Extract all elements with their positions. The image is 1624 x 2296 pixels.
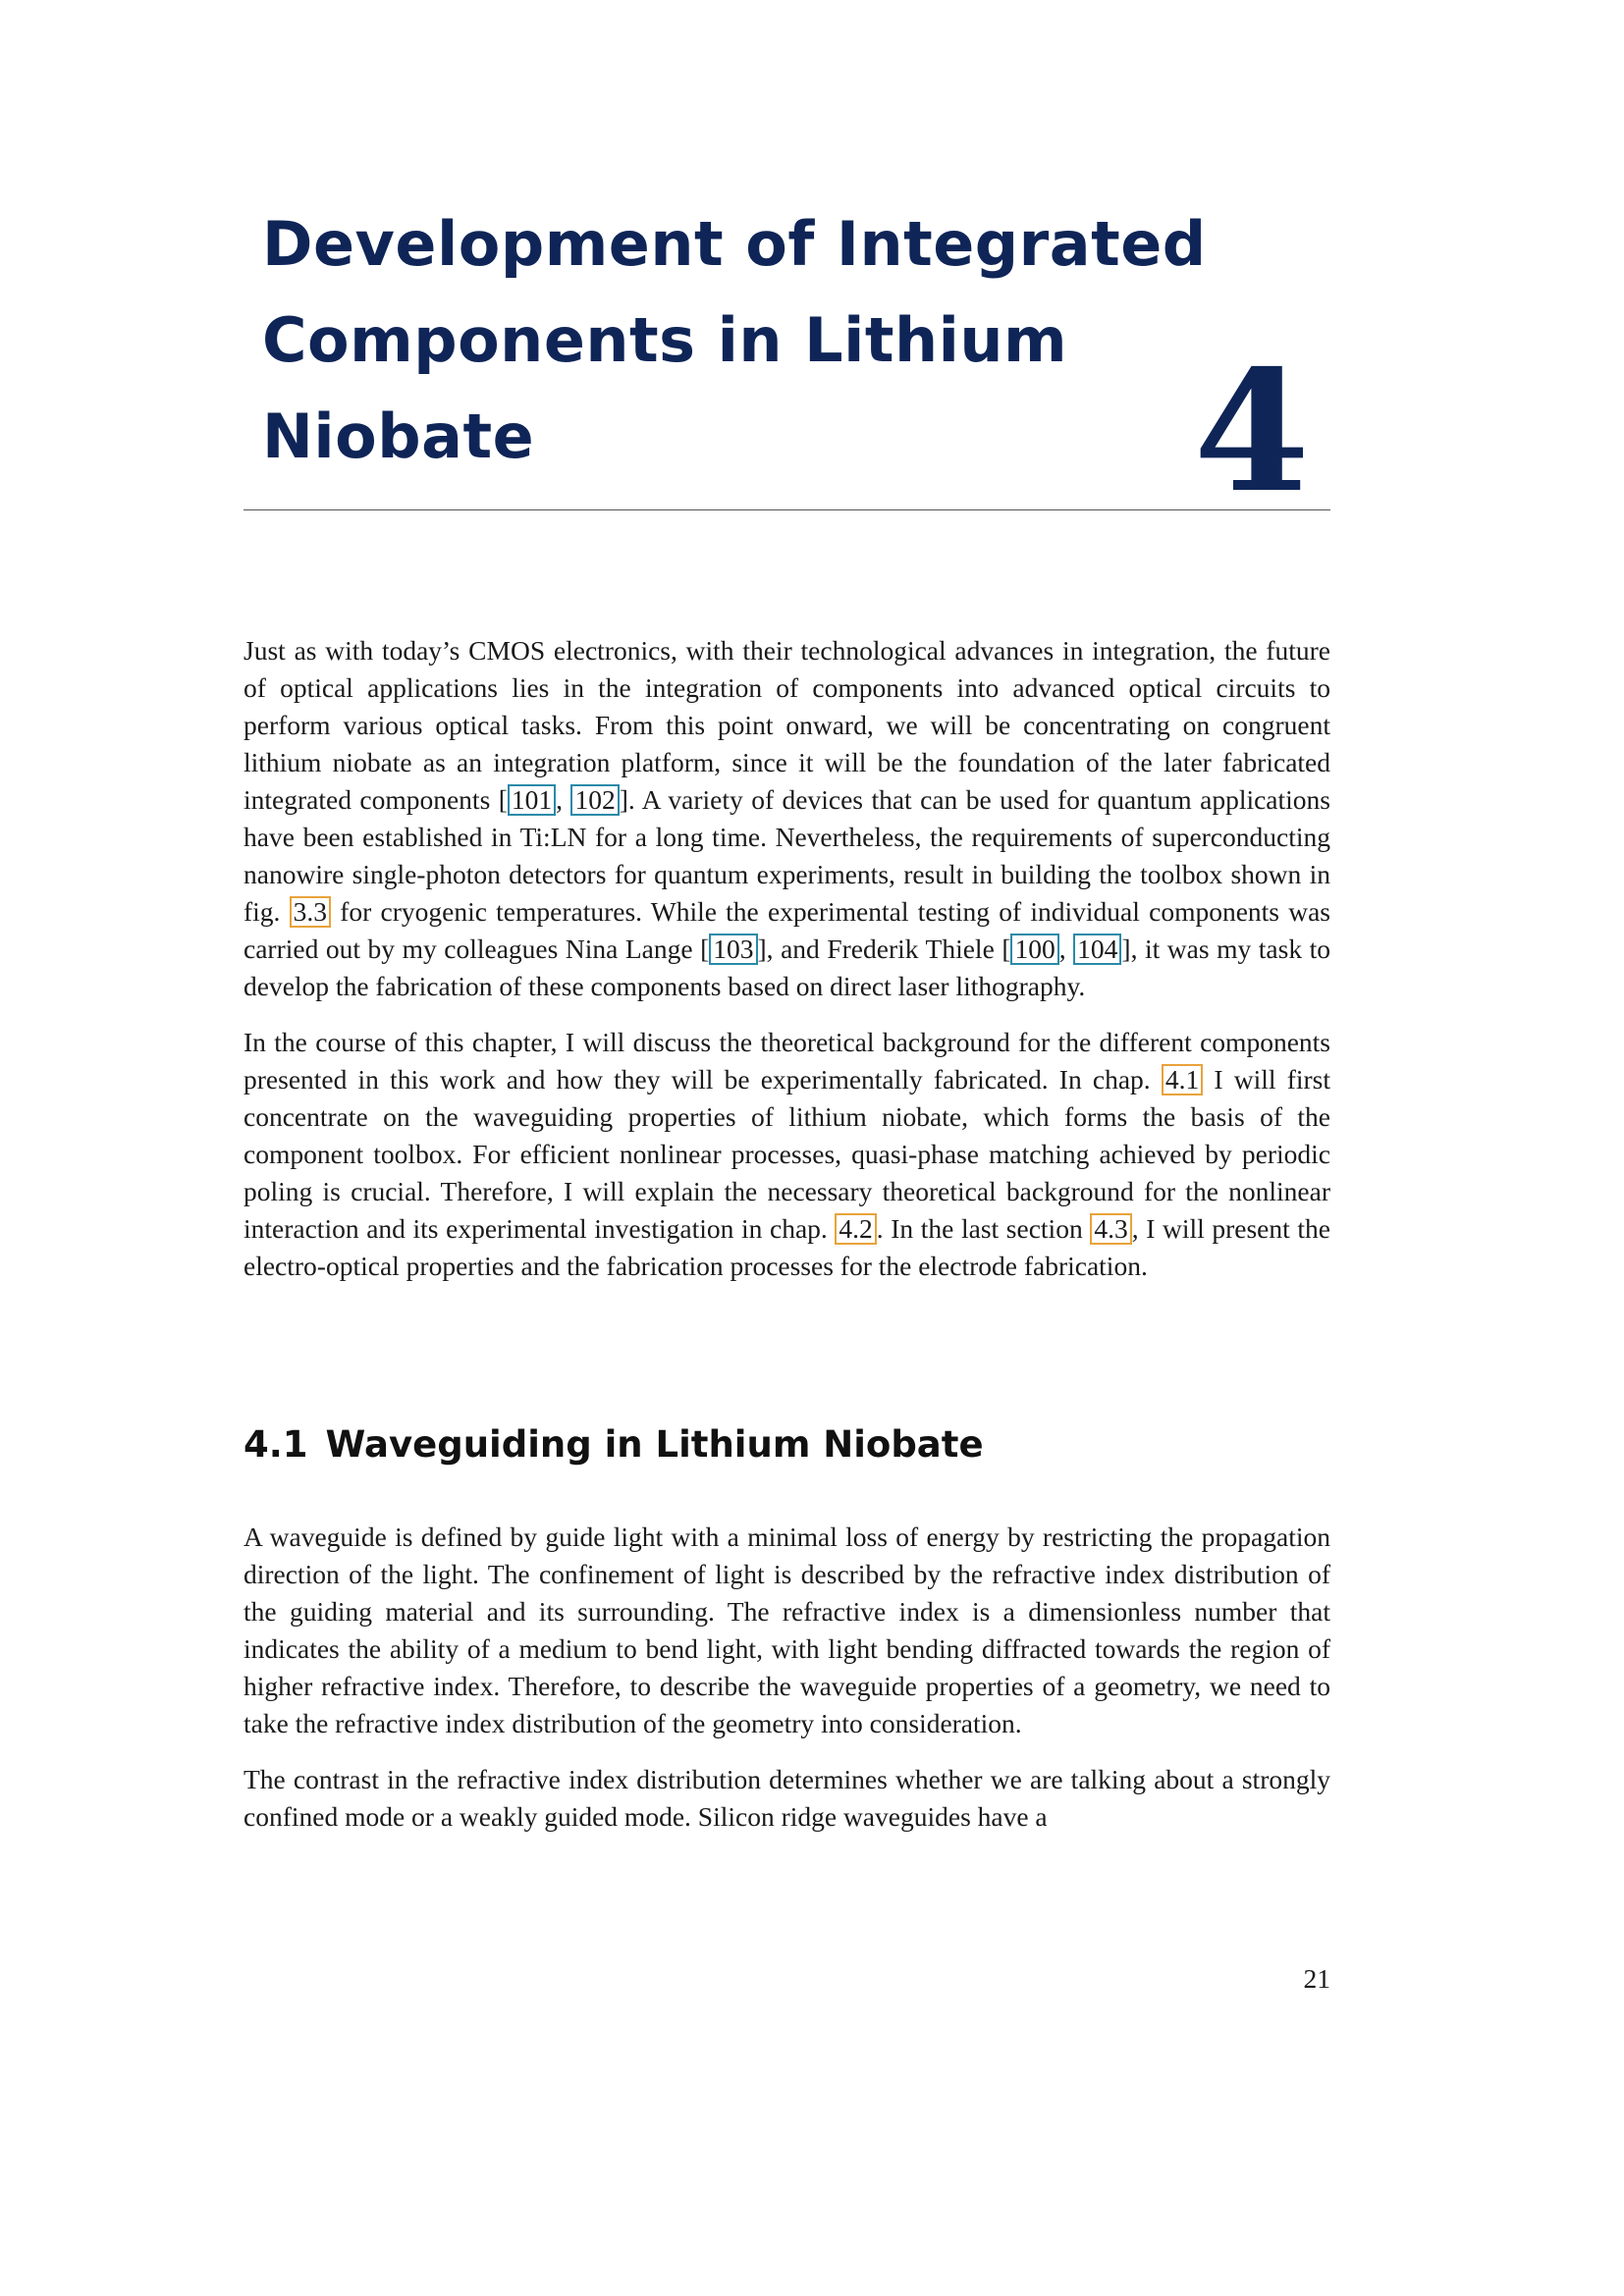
intro-text [244,632,1330,1304]
citation-link[interactable]: 101 [508,784,556,816]
citation-link[interactable]: 103 [709,934,757,965]
paragraph [244,632,1330,1005]
citation-link[interactable]: 102 [570,784,619,816]
paragraph: A waveguide is defined by guide light with a minimal loss of energy by restricting the propagation direction of the light. The confinement of light is described by the refractive index distribution of the guiding material and its surrounding. The refractive index is a dimensionless number that indicates the ability of a medium to bend light, with light bending diffracted towards the region of higher refractive index. Therefore, to describe the waveguide properties of a geometry, we need to take the refractive index distribution of the geometry into consideration. [244,1522,1330,1738]
chapter-divider [244,509,1330,510]
text-run: , I will present the electro-optical properties and the fabrication processes for the electrode fabrication. [244,1213,1330,1281]
figure-link[interactable]: 3.3 [290,896,331,928]
text-run: ]. A variety of devices that can be used for quantum applications have been established in Ti:LN for a long time. Nevertheless, the requirements of superconducting nanowire single-photon detectors for quantum experiments, result in building the toolbox shown in fig. [244,784,1330,927]
chapter-title-line: Niobate [262,400,535,472]
text-run: ], it was my task to develop the fabrication of these components based on direct laser lithography. [244,934,1331,1001]
chapter-title-line: Development of Integrated [262,208,1207,280]
text-run: In the course of this chapter, I will discuss the theoretical background for the different components presented in this work and how they will be experimentally fabricated. In chap. [244,1027,1330,1095]
citation-link[interactable]: 100 [1010,934,1058,965]
paragraph [244,1024,1330,1285]
chapter-title [262,196,1224,485]
section-link[interactable]: 4.3 [1090,1213,1131,1245]
paragraph: The contrast in the refractive index distribution determines whether we are talking about a strongly confined mode or a weakly guided mode. Silicon ridge waveguides have a [244,1764,1330,1832]
text-run: . In the last section [876,1213,1091,1244]
text-run: I will first concentrate on the waveguiding properties of lithium niobate, which forms the basis of the component toolbox. For efficient nonlinear processes, quasi-phase matching achieved by periodic poling is crucial. Therefore, I will explain the necessary theoretical background for the nonlinear interaction and its experimental investigation in chap. [244,1064,1330,1244]
text-run: Just as with today’s CMOS electronics, with their technological advances in integration, the future of optical applications lies in the integration of components into advanced optical circuits to perform various optical tasks. From this point onward, we will be concentrating on congruent lithium niobate as an integration platform, since it will be the foundation of the later fabricated integrated components [ [244,635,1330,815]
chapter-title-line: Components in Lithium [262,304,1068,376]
citation-link[interactable]: 104 [1073,934,1121,965]
page-number: 21 [1303,1963,1330,1994]
section-number: 4.1 [244,1423,308,1466]
chapter-link[interactable]: 4.1 [1162,1064,1203,1095]
text-run: , [556,784,571,815]
text-run: , [1058,934,1074,964]
text-run: ], and Frederik Thiele [ [757,934,1011,964]
chapter-number: 4 [1193,334,1310,530]
section-heading [244,1420,984,1469]
section-text [244,1519,1330,1854]
text-run: for cryogenic temperatures. While the experimental testing of individual components was carried out by my colleagues Nina Lange [ [244,896,1330,964]
section-title: Waveguiding in Lithium Niobate [325,1423,984,1466]
chapter-link[interactable]: 4.2 [835,1213,876,1245]
